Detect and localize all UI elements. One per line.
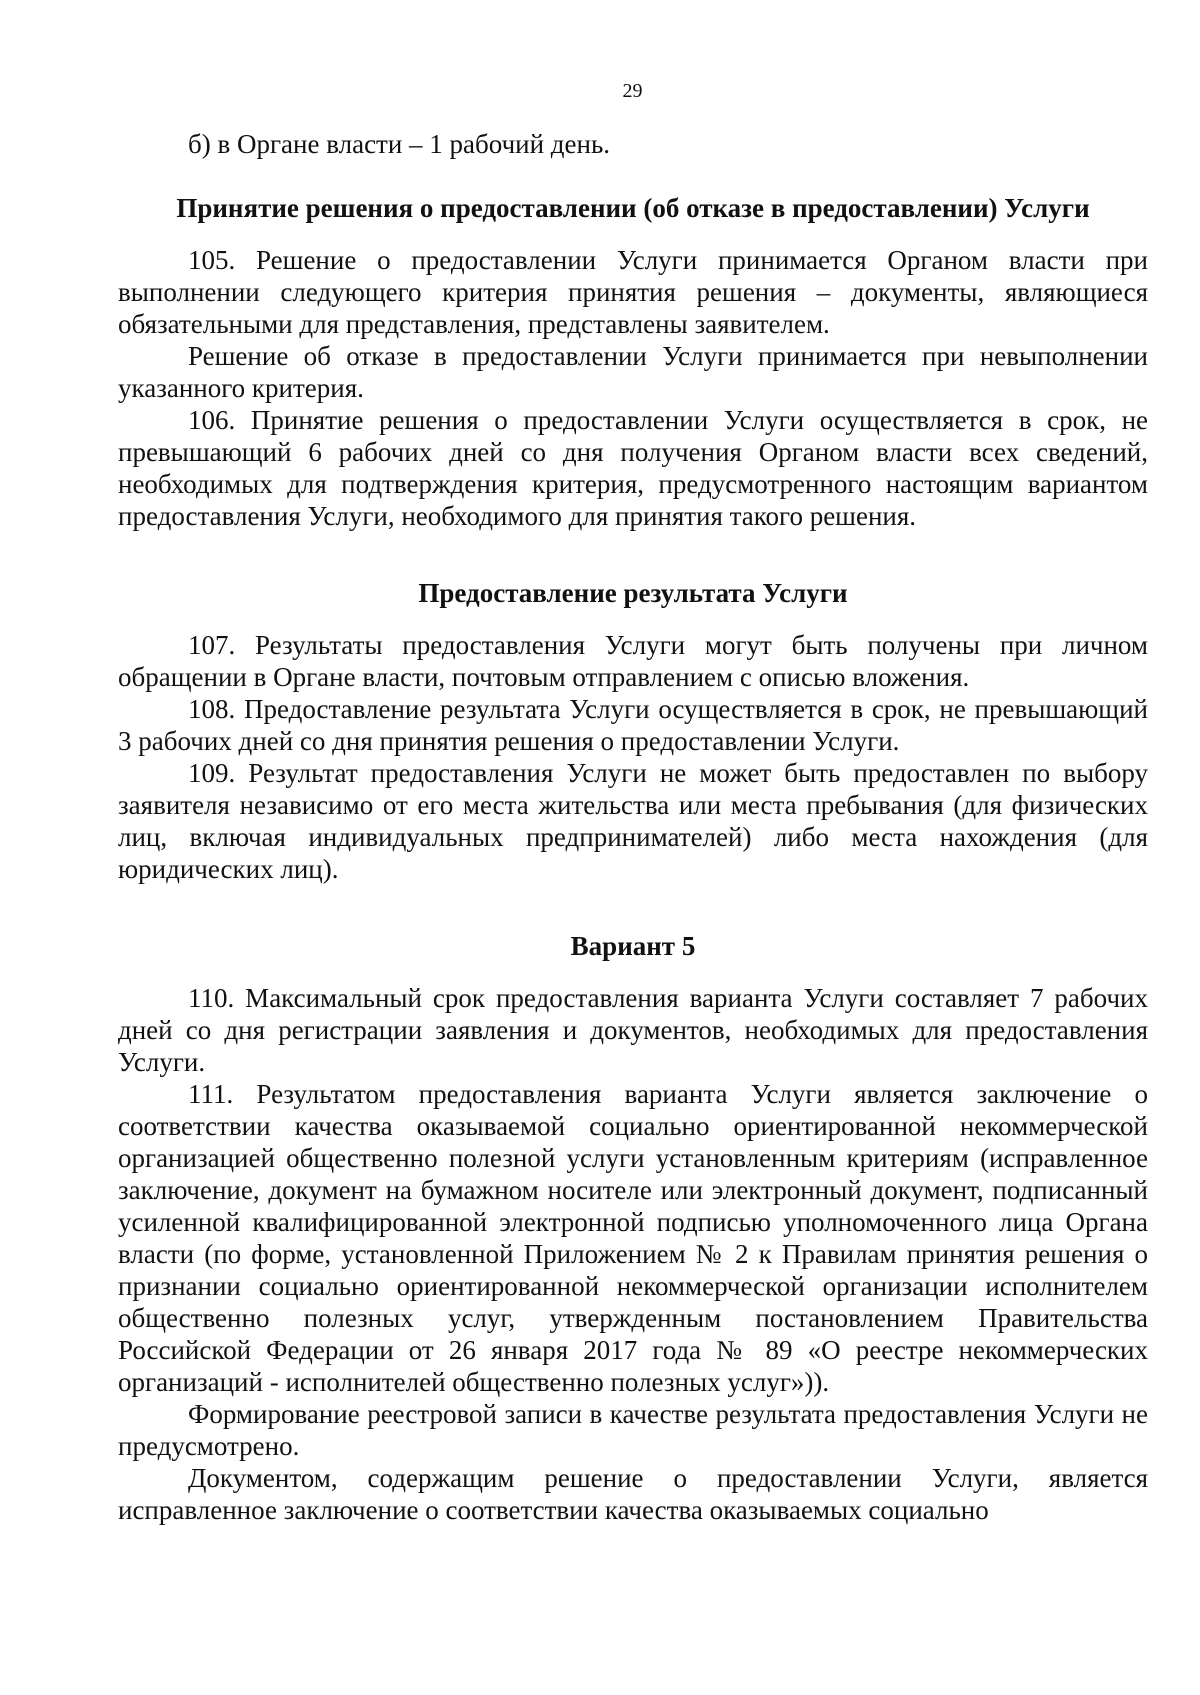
paragraph-b: б) в Органе власти – 1 рабочий день.: [188, 129, 611, 159]
paragraph-106: 106. Принятие решения о предоставлении Услуги осуществляется в срок, не превышающий 6 рабочих дней со дня получения Органом власти всех сведений, необходимых для подтверждения критерия, предусмотренного настоящим вариантом предоставления Услуги, необходимого для принятия такого решения.: [118, 405, 1148, 531]
paragraph-105-refusal: Решение об отказе в предоставлении Услуги принимается при невыполнении указанного критерия.: [118, 341, 1148, 403]
paragraph-105: 105. Решение о предоставлении Услуги принимается Органом власти при выполнении следующего критерия принятия решения – документы, являющиеся обязательными для представления, представлены заявителем.: [118, 245, 1148, 339]
paragraph-108: 108. Предоставление результата Услуги осуществляется в срок, не превышающий 3 рабочих дней со дня принятия решения о предоставлении Услуги.: [118, 694, 1148, 756]
paragraph-111-registry: Формирование реестровой записи в качестве результата предоставления Услуги не предусмотрено.: [118, 1399, 1148, 1461]
section-heading-variant-5: Вариант 5: [570, 931, 696, 961]
paragraph-107: 107. Результаты предоставления Услуги могут быть получены при личном обращении в Органе власти, почтовым отправлением с описью вложения.: [118, 630, 1148, 692]
paragraph-111-document: Документом, содержащим решение о предоставлении Услуги, является исправленное заключение о соответствии качества оказываемых социально: [118, 1463, 1148, 1525]
paragraph-109: 109. Результат предоставления Услуги не может быть предоставлен по выбору заявителя независимо от его места жительства или места пребывания (для физических лиц, включая индивидуальных предпринимателей) либо места нахождения (для юридических лиц).: [118, 758, 1148, 884]
section-heading-result: Предоставление результата Услуги: [418, 578, 848, 608]
paragraph-110: 110. Максимальный срок предоставления варианта Услуги составляет 7 рабочих дней со дня регистрации заявления и документов, необходимых для предоставления Услуги.: [118, 983, 1148, 1077]
paragraph-111: 111. Результатом предоставления варианта Услуги является заключение о соответствии качества оказываемой социально ориентированной некоммерческой организацией общественно полезной услуги установленным критериям (исправленное заключение, документ на бумажном носителе или электронный документ, подписанный усиленной квалифицированной электронной подписью уполномоченного лица Органа власти (по форме, установленной Приложением № 2 к Правилам принятия решения о признании социально ориентированной некоммерческой организации исполнителем общественно полезных услуг, утвержденным постановлением Правительства Российской Федерации от 26 января 2017 года № 89 «О реестре некоммерческих организаций - исполнителей общественно полезных услуг»)).: [118, 1079, 1148, 1397]
page-number: 29: [622, 80, 643, 102]
document-body: [118, 128, 1148, 1526]
section-heading-decision: Принятие решения о предоставлении (об отказе в предоставлении) Услуги: [176, 193, 1090, 223]
